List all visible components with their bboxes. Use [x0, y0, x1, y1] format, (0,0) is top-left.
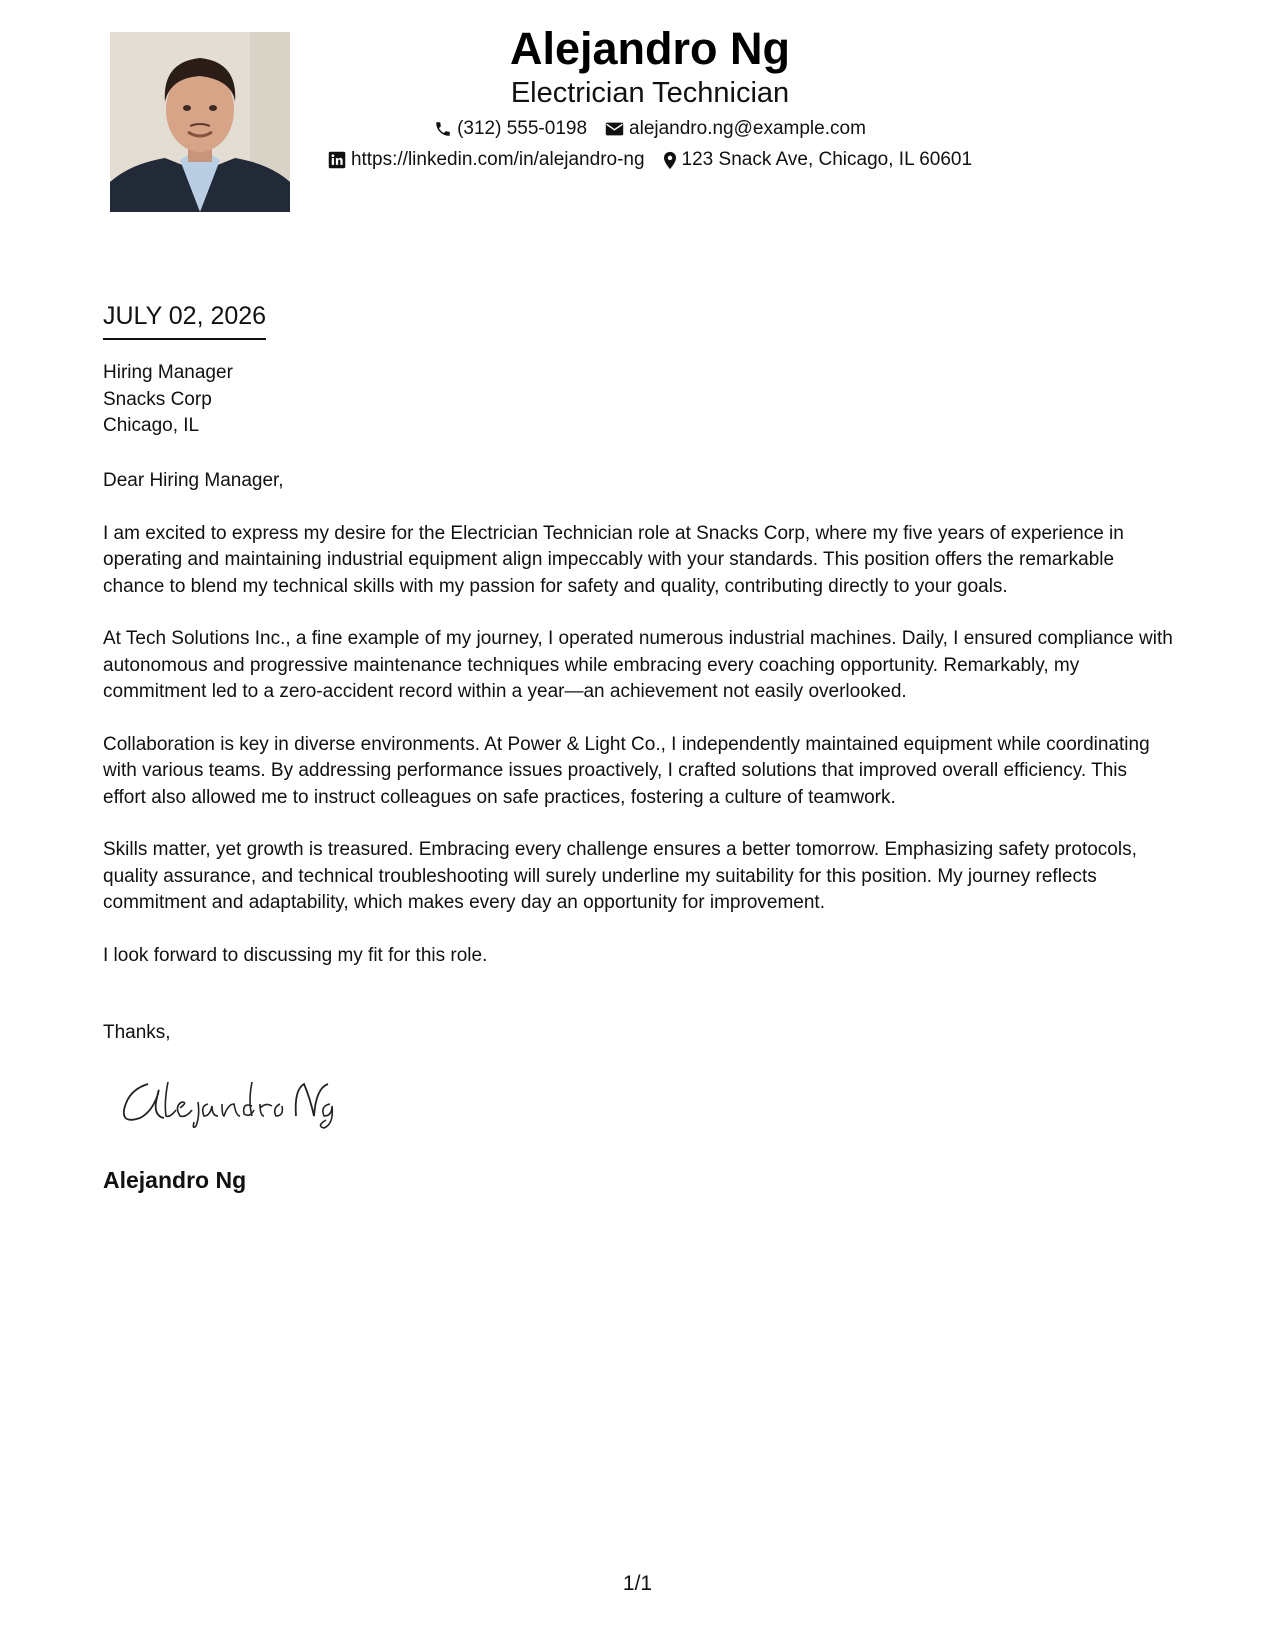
- body-paragraph: Collaboration is key in diverse environments. At Power & Light Co., I independently maintained equipment while coordinating with various teams. By addressing performance issues proactively, I crafted solutions that improved overall efficiency. This effort also allowed me to instruct colleagues on safe practices, fostering a culture of teamwork.: [103, 733, 1150, 808]
- recipient-name: Hiring Manager: [103, 362, 233, 383]
- closing: Thanks,: [103, 1022, 171, 1043]
- letter-body: [103, 468, 1173, 995]
- map-pin-icon: [663, 151, 677, 170]
- email-contact[interactable]: [605, 117, 866, 141]
- envelope-icon: [605, 121, 624, 137]
- contact-row-1: [300, 117, 1000, 141]
- page-number: 1/1: [622, 1572, 653, 1595]
- recipient-company: Snacks Corp: [103, 388, 212, 410]
- body-paragraph: I am excited to express my desire for the Electrician Technician role at Snacks Corp, where my five years of experience in operating and maintaining industrial equipment align impeccably with your standards. This position offers the remarkable chance to blend my technical skills with my passion for safety and quality, contributing directly to your goals.: [103, 522, 1124, 597]
- street-address: 123 Snack Ave, Chicago, IL 60601: [681, 149, 973, 170]
- linkedin-icon: [328, 151, 346, 169]
- body-paragraph: At Tech Solutions Inc., a fine example of my journey, I operated numerous industrial machines. Daily, I ensured compliance with autonomous and progressive maintenance techniques while embracing every coaching opportunity. Remarkably, my commitment led to a zero-accident record within a year—an achievement not easily overlooked.: [103, 628, 1173, 702]
- recipient-block: [103, 360, 233, 440]
- contact-row-2: [300, 148, 1000, 172]
- recipient-location: Chicago, IL: [103, 415, 200, 436]
- linkedin-url[interactable]: https://linkedin.com/in/alejandro-ng: [350, 149, 645, 170]
- address-contact: [663, 148, 973, 172]
- handwritten-signature: [118, 1072, 348, 1137]
- letter-date: JULY 02, 2026: [103, 300, 266, 340]
- body-paragraph: I look forward to discussing my fit for this role.: [103, 944, 488, 966]
- phone-contact: [434, 117, 587, 141]
- applicant-name: Alejandro Ng: [509, 23, 791, 74]
- phone-number: (312) 555-0198: [457, 118, 588, 139]
- email-address[interactable]: alejandro.ng@example.com: [629, 118, 866, 139]
- phone-icon: [434, 120, 452, 138]
- linkedin-contact[interactable]: [328, 148, 645, 172]
- signer-name: Alejandro Ng: [103, 1167, 247, 1193]
- body-paragraph: Skills matter, yet growth is treasured. Embracing every challenge ensures a better tomorrow. Emphasizing safety protocols, quality assurance, and technical troubleshooting will surely underline my suitability for this position. My journey reflects commitment and adaptability, which makes every day an opportunity for improvement.: [103, 839, 1137, 913]
- letter-header: [300, 22, 1000, 172]
- job-title: Electrician Technician: [510, 77, 790, 109]
- salutation: Dear Hiring Manager,: [103, 470, 284, 491]
- profile-photo: [110, 32, 290, 212]
